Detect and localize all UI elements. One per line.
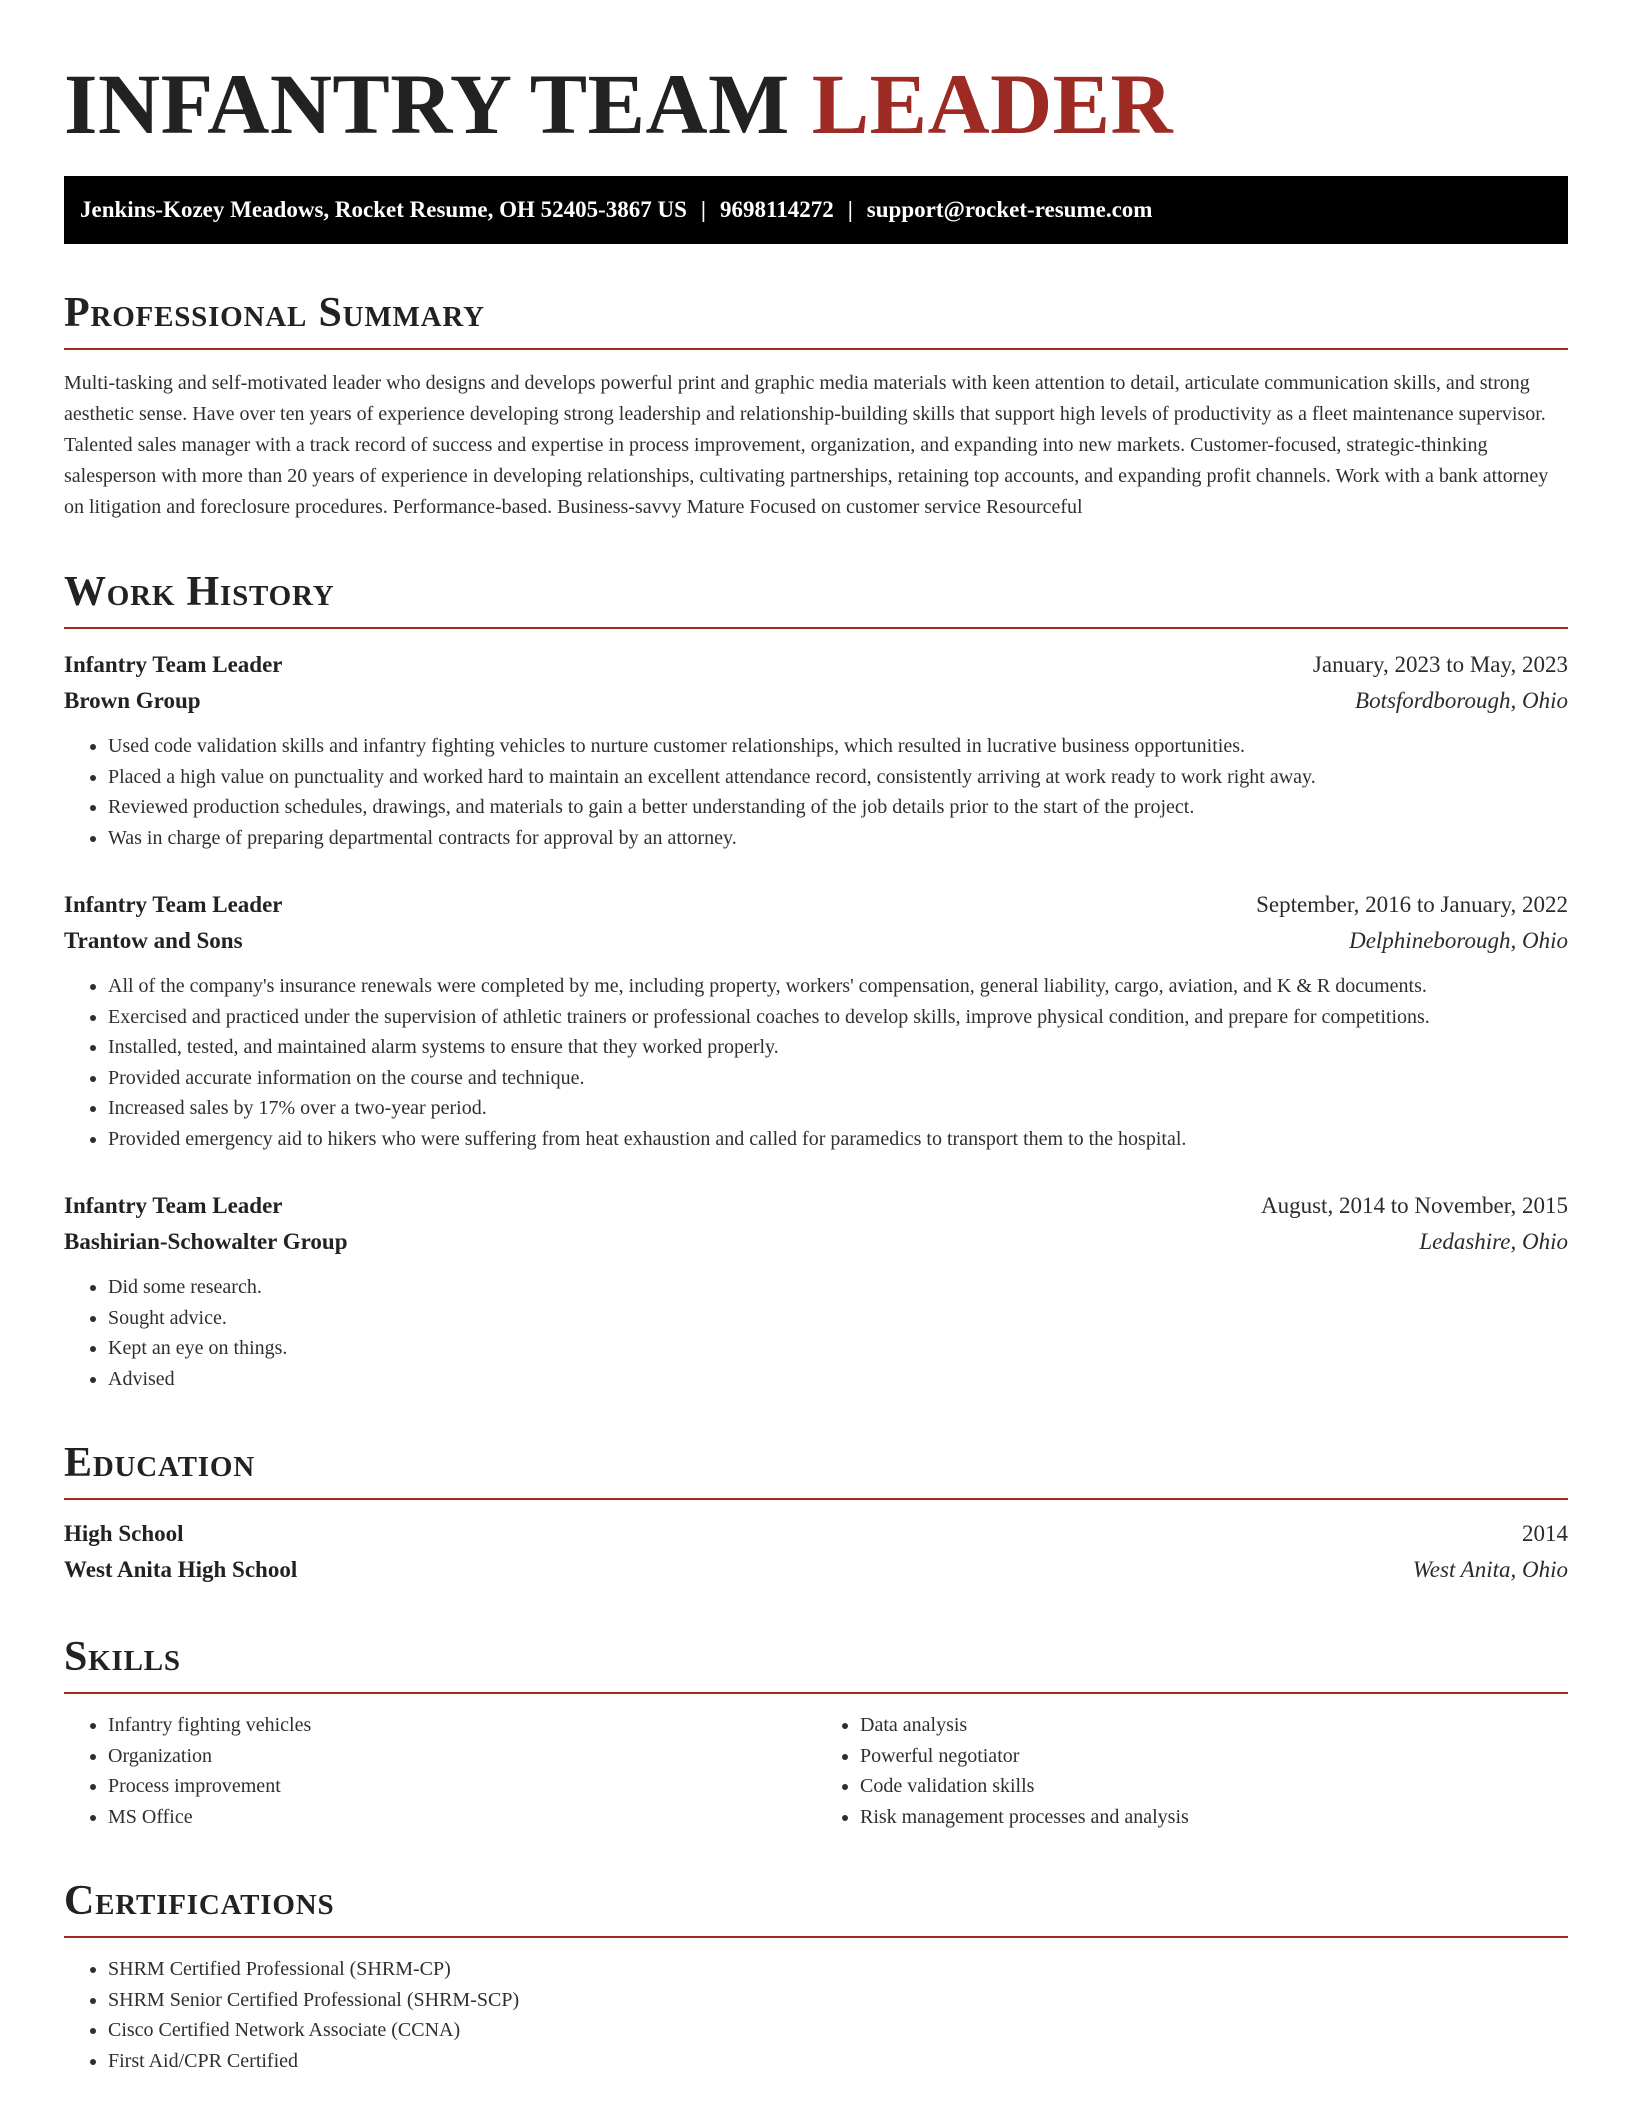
job-bullet: • Was in charge of preparing departmental contracts for approval by an attorney. [108, 823, 1568, 854]
job-role: Infantry Team Leader [64, 652, 283, 677]
skill-item: • Organization [108, 1741, 816, 1772]
job-bullet: • Sought advice. [108, 1303, 1568, 1334]
job-bullet: • Reviewed production schedules, drawings, and materials to gain a better understanding of the job details prior to the start of the project. [108, 792, 1568, 823]
job-bullets [64, 971, 1568, 1154]
job-bullets [64, 731, 1568, 853]
skill-item: • Powerful negotiator [860, 1741, 1568, 1772]
job-entry [64, 887, 1568, 1154]
job-location: Ledashire, Ohio [1419, 1229, 1568, 1254]
resume-name [64, 56, 1568, 152]
job-company: Brown Group [64, 688, 201, 713]
section-title: Education [64, 1438, 1568, 1500]
skills-columns [64, 1710, 1568, 1832]
section-title: Work History [64, 567, 1568, 629]
contact-bar [64, 176, 1568, 244]
summary-text: Multi-tasking and self-motivated leader who designs and develops powerful print and graphic media materials with keen attention to detail, articulate communication skills, and strong aesthetic sense. Have over ten years of experience developing strong leadership and relationship-building skills that support high levels of productivity as a fleet maintenance supervisor. Talented sales manager with a track record of success and expertise in process improvement, organization, and expanding into new markets. Customer-focused, strategic-thinking salesperson with more than 20 years of experience in developing relationships, cultivating partnerships, retaining top accounts, and expanding profit channels. Work with a bank attorney on litigation and foreclosure procedures. Performance-based. Business-savvy Mature Focused on customer service Resourceful [64, 372, 1549, 518]
skill-item: • MS Office [108, 1802, 816, 1833]
certification-item: • Cisco Certified Network Associate (CCNA) [108, 2015, 1568, 2046]
job-entry [64, 1188, 1568, 1394]
job-bullet: • Advised [108, 1364, 1568, 1395]
section-title: Professional Summary [64, 288, 1568, 350]
section-title: Certifications [64, 1876, 1568, 1938]
education-location: West Anita, Ohio [1412, 1557, 1568, 1582]
job-bullet: • Kept an eye on things. [108, 1333, 1568, 1364]
job-bullet: • Exercised and practiced under the supervision of athletic trainers or professional coaches to develop skills, improve physical condition, and prepare for competitions. [108, 1002, 1568, 1033]
job-dates: September, 2016 to January, 2022 [1256, 892, 1568, 917]
skill-item: • Risk management processes and analysis [860, 1802, 1568, 1833]
skills-section [64, 1632, 1568, 1832]
section-title: Skills [64, 1632, 1568, 1694]
certification-item: • SHRM Senior Certified Professional (SHRM-SCP) [108, 1985, 1568, 2016]
certifications-section [64, 1876, 1568, 2076]
job-dates: January, 2023 to May, 2023 [1312, 652, 1568, 677]
job-entry [64, 647, 1568, 853]
skills-list-right [816, 1710, 1568, 1832]
job-role: Infantry Team Leader [64, 892, 283, 917]
education-entry [64, 1516, 1568, 1588]
job-location: Delphineborough, Ohio [1349, 928, 1568, 953]
certification-item: • SHRM Certified Professional (SHRM-CP) [108, 1954, 1568, 1985]
job-bullet: • Did some research. [108, 1272, 1568, 1303]
education-year: 2014 [1522, 1521, 1568, 1546]
job-bullets [64, 1272, 1568, 1394]
education-section [64, 1438, 1568, 1588]
job-bullet: • Used code validation skills and infantry fighting vehicles to nurture customer relationships, which resulted in lucrative business opportunities. [108, 731, 1568, 762]
job-bullet: • Installed, tested, and maintained alarm systems to ensure that they worked properly. [108, 1032, 1568, 1063]
professional-summary-section [64, 288, 1568, 523]
contact-separator: | [700, 197, 706, 222]
contact-phone: 9698114272 [719, 197, 834, 222]
certifications-list [64, 1954, 1568, 2076]
contact-separator: | [847, 197, 853, 222]
education-degree: High School [64, 1521, 184, 1546]
certification-item: • First Aid/CPR Certified [108, 2046, 1568, 2077]
job-company: Bashirian-Schowalter Group [64, 1229, 348, 1254]
skill-item: • Infantry fighting vehicles [108, 1710, 816, 1741]
job-role: Infantry Team Leader [64, 1193, 283, 1218]
work-history-section [64, 567, 1568, 1394]
skill-item: • Data analysis [860, 1710, 1568, 1741]
contact-address: Jenkins-Kozey Meadows, Rocket Resume, OH 52405-3867 US [80, 197, 687, 222]
job-company: Trantow and Sons [64, 928, 243, 953]
job-bullet: • Increased sales by 17% over a two-year period. [108, 1093, 1568, 1124]
contact-email: support@rocket-resume.com [866, 197, 1153, 222]
skill-item: • Code validation skills [860, 1771, 1568, 1802]
skill-item: • Process improvement [108, 1771, 816, 1802]
job-bullet: • Provided emergency aid to hikers who were suffering from heat exhaustion and called for paramedics to transport them to the hospital. [108, 1124, 1568, 1155]
job-bullet: • Placed a high value on punctuality and worked hard to maintain an excellent attendance record, consistently arriving at work ready to work right away. [108, 762, 1568, 793]
name-accent: LEADER [811, 56, 1174, 152]
job-bullet: • All of the company's insurance renewals were completed by me, including property, workers' compensation, general liability, cargo, aviation, and K & R documents. [108, 971, 1568, 1002]
job-location: Botsfordborough, Ohio [1355, 688, 1568, 713]
skills-list-left [64, 1710, 816, 1832]
name-primary: INFANTRY TEAM [64, 56, 790, 152]
job-dates: August, 2014 to November, 2015 [1261, 1193, 1568, 1218]
job-bullet: • Provided accurate information on the course and technique. [108, 1063, 1568, 1094]
education-school: West Anita High School [64, 1557, 298, 1582]
